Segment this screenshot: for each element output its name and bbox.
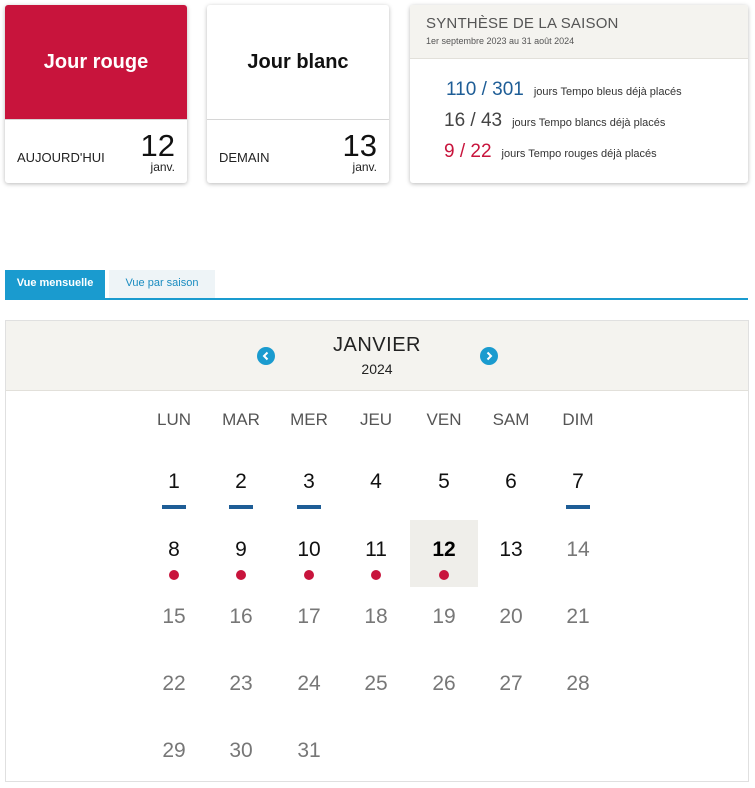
tempo-red-marker: [371, 570, 381, 580]
calendar-day[interactable]: [207, 452, 275, 519]
tomorrow-color-label: Jour blanc: [247, 50, 349, 73]
red-days-text: jours Tempo rouges déjà placés: [501, 148, 657, 160]
calendar-day[interactable]: [342, 654, 410, 721]
day-number: 20: [499, 605, 523, 628]
day-number: 9: [235, 538, 247, 561]
day-number: 6: [505, 470, 517, 493]
calendar-day[interactable]: [477, 654, 545, 721]
day-number: 27: [499, 672, 523, 695]
day-number: 30: [229, 739, 253, 762]
tomorrow-footer: [207, 119, 389, 183]
day-number: 21: [566, 605, 590, 628]
calendar-day[interactable]: [140, 587, 208, 654]
day-number: 14: [566, 538, 590, 561]
tempo-blue-marker: [566, 505, 590, 509]
day-number: 1: [168, 470, 180, 493]
calendar-day[interactable]: [140, 721, 208, 788]
weekday-header: VEN: [426, 410, 462, 429]
day-number: 13: [499, 538, 523, 561]
calendar-day[interactable]: [342, 452, 410, 519]
today-footer: [5, 119, 187, 183]
calendar-day[interactable]: [275, 654, 343, 721]
tempo-blue-marker: [297, 505, 321, 509]
red-days-count: 9 / 22: [444, 141, 492, 162]
calendar-day[interactable]: [477, 452, 545, 519]
calendar-day[interactable]: [410, 587, 478, 654]
tomorrow-label: DEMAIN: [219, 150, 270, 165]
day-number: 19: [432, 605, 456, 628]
day-number: 25: [364, 672, 388, 695]
blue-days-text: jours Tempo bleus déjà placés: [533, 86, 682, 98]
chevron-right-icon: [484, 351, 494, 361]
weekday-header: MAR: [222, 410, 260, 429]
day-number: 24: [297, 672, 321, 695]
season-summary-header: [410, 5, 748, 59]
day-number: 31: [297, 739, 321, 762]
calendar-day[interactable]: [477, 587, 545, 654]
calendar-day[interactable]: [140, 452, 208, 519]
calendar-day[interactable]: [544, 520, 612, 587]
calendar-day[interactable]: [544, 654, 612, 721]
season-summary-card: [410, 5, 748, 183]
tomorrow-day: 13: [342, 128, 377, 163]
day-number: 5: [438, 470, 450, 493]
tempo-blue-marker: [229, 505, 253, 509]
calendar-day[interactable]: [275, 520, 343, 587]
day-number: 18: [364, 605, 388, 628]
white-days-count: 16 / 43: [444, 110, 503, 131]
view-tabs: [5, 270, 748, 300]
weekday-header: DIM: [562, 410, 594, 429]
tomorrow-card: [207, 5, 389, 183]
season-title: SYNTHÈSE DE LA SAISON: [426, 15, 619, 32]
day-number: 26: [432, 672, 456, 695]
calendar-day[interactable]: [342, 587, 410, 654]
day-number: 28: [566, 672, 590, 695]
calendar-day[interactable]: [140, 654, 208, 721]
season-row-white: [444, 110, 665, 132]
calendar-day[interactable]: [342, 520, 410, 587]
today-day: 12: [140, 128, 175, 163]
calendar-day[interactable]: [207, 520, 275, 587]
tempo-red-marker: [236, 570, 246, 580]
day-number: 23: [229, 672, 253, 695]
season-subtitle: 1er septembre 2023 au 31 août 2024: [426, 36, 575, 46]
weekday-header: MER: [290, 410, 328, 429]
calendar-day[interactable]: [410, 452, 478, 519]
day-number: 4: [370, 470, 382, 493]
calendar-day[interactable]: [207, 654, 275, 721]
day-number: 10: [297, 538, 321, 561]
day-number: 3: [303, 470, 315, 493]
day-number: 12: [432, 538, 456, 561]
calendar-day[interactable]: [275, 587, 343, 654]
calendar-day[interactable]: [477, 520, 545, 587]
blue-days-count: 110 / 301: [446, 79, 524, 100]
day-number: 29: [162, 739, 186, 762]
season-row-blue: [446, 79, 682, 101]
calendar-month: JANVIER: [333, 334, 421, 356]
day-number: 11: [365, 538, 387, 561]
white-days-text: jours Tempo blancs déjà placés: [512, 117, 666, 129]
tempo-red-marker: [304, 570, 314, 580]
tempo-red-marker: [439, 570, 449, 580]
day-number: 8: [168, 538, 180, 561]
tempo-red-marker: [169, 570, 179, 580]
calendar-day[interactable]: [544, 452, 612, 519]
calendar-day[interactable]: [275, 721, 343, 788]
day-number: 7: [572, 470, 584, 493]
tempo-blue-marker: [162, 505, 186, 509]
day-number: 15: [162, 605, 186, 628]
weekday-header: JEU: [359, 410, 393, 429]
calendar-day[interactable]: [140, 520, 208, 587]
today-label: AUJOURD'HUI: [17, 150, 105, 165]
next-month-button[interactable]: [480, 347, 498, 365]
tab-monthly-view[interactable]: Vue mensuelle: [5, 270, 105, 298]
calendar-day[interactable]: [410, 654, 478, 721]
day-number: 16: [229, 605, 253, 628]
today-color-label: Jour rouge: [5, 5, 187, 119]
tomorrow-month: janv.: [352, 160, 377, 174]
calendar-day-today[interactable]: [410, 520, 478, 587]
day-number: 17: [297, 605, 321, 628]
day-number: 2: [235, 470, 247, 493]
weekday-header: LUN: [156, 410, 191, 429]
tab-season-view[interactable]: Vue par saison: [109, 270, 215, 298]
today-month: janv.: [150, 160, 175, 174]
today-card: [5, 5, 187, 183]
day-number: 22: [162, 672, 186, 695]
season-row-red: [444, 141, 657, 163]
calendar-day[interactable]: [207, 587, 275, 654]
calendar-day[interactable]: [207, 721, 275, 788]
calendar-year: 2024: [361, 361, 393, 377]
calendar-header: [6, 321, 748, 391]
calendar-day[interactable]: [275, 452, 343, 519]
calendar-day[interactable]: [544, 587, 612, 654]
weekday-header: SAM: [492, 410, 530, 429]
